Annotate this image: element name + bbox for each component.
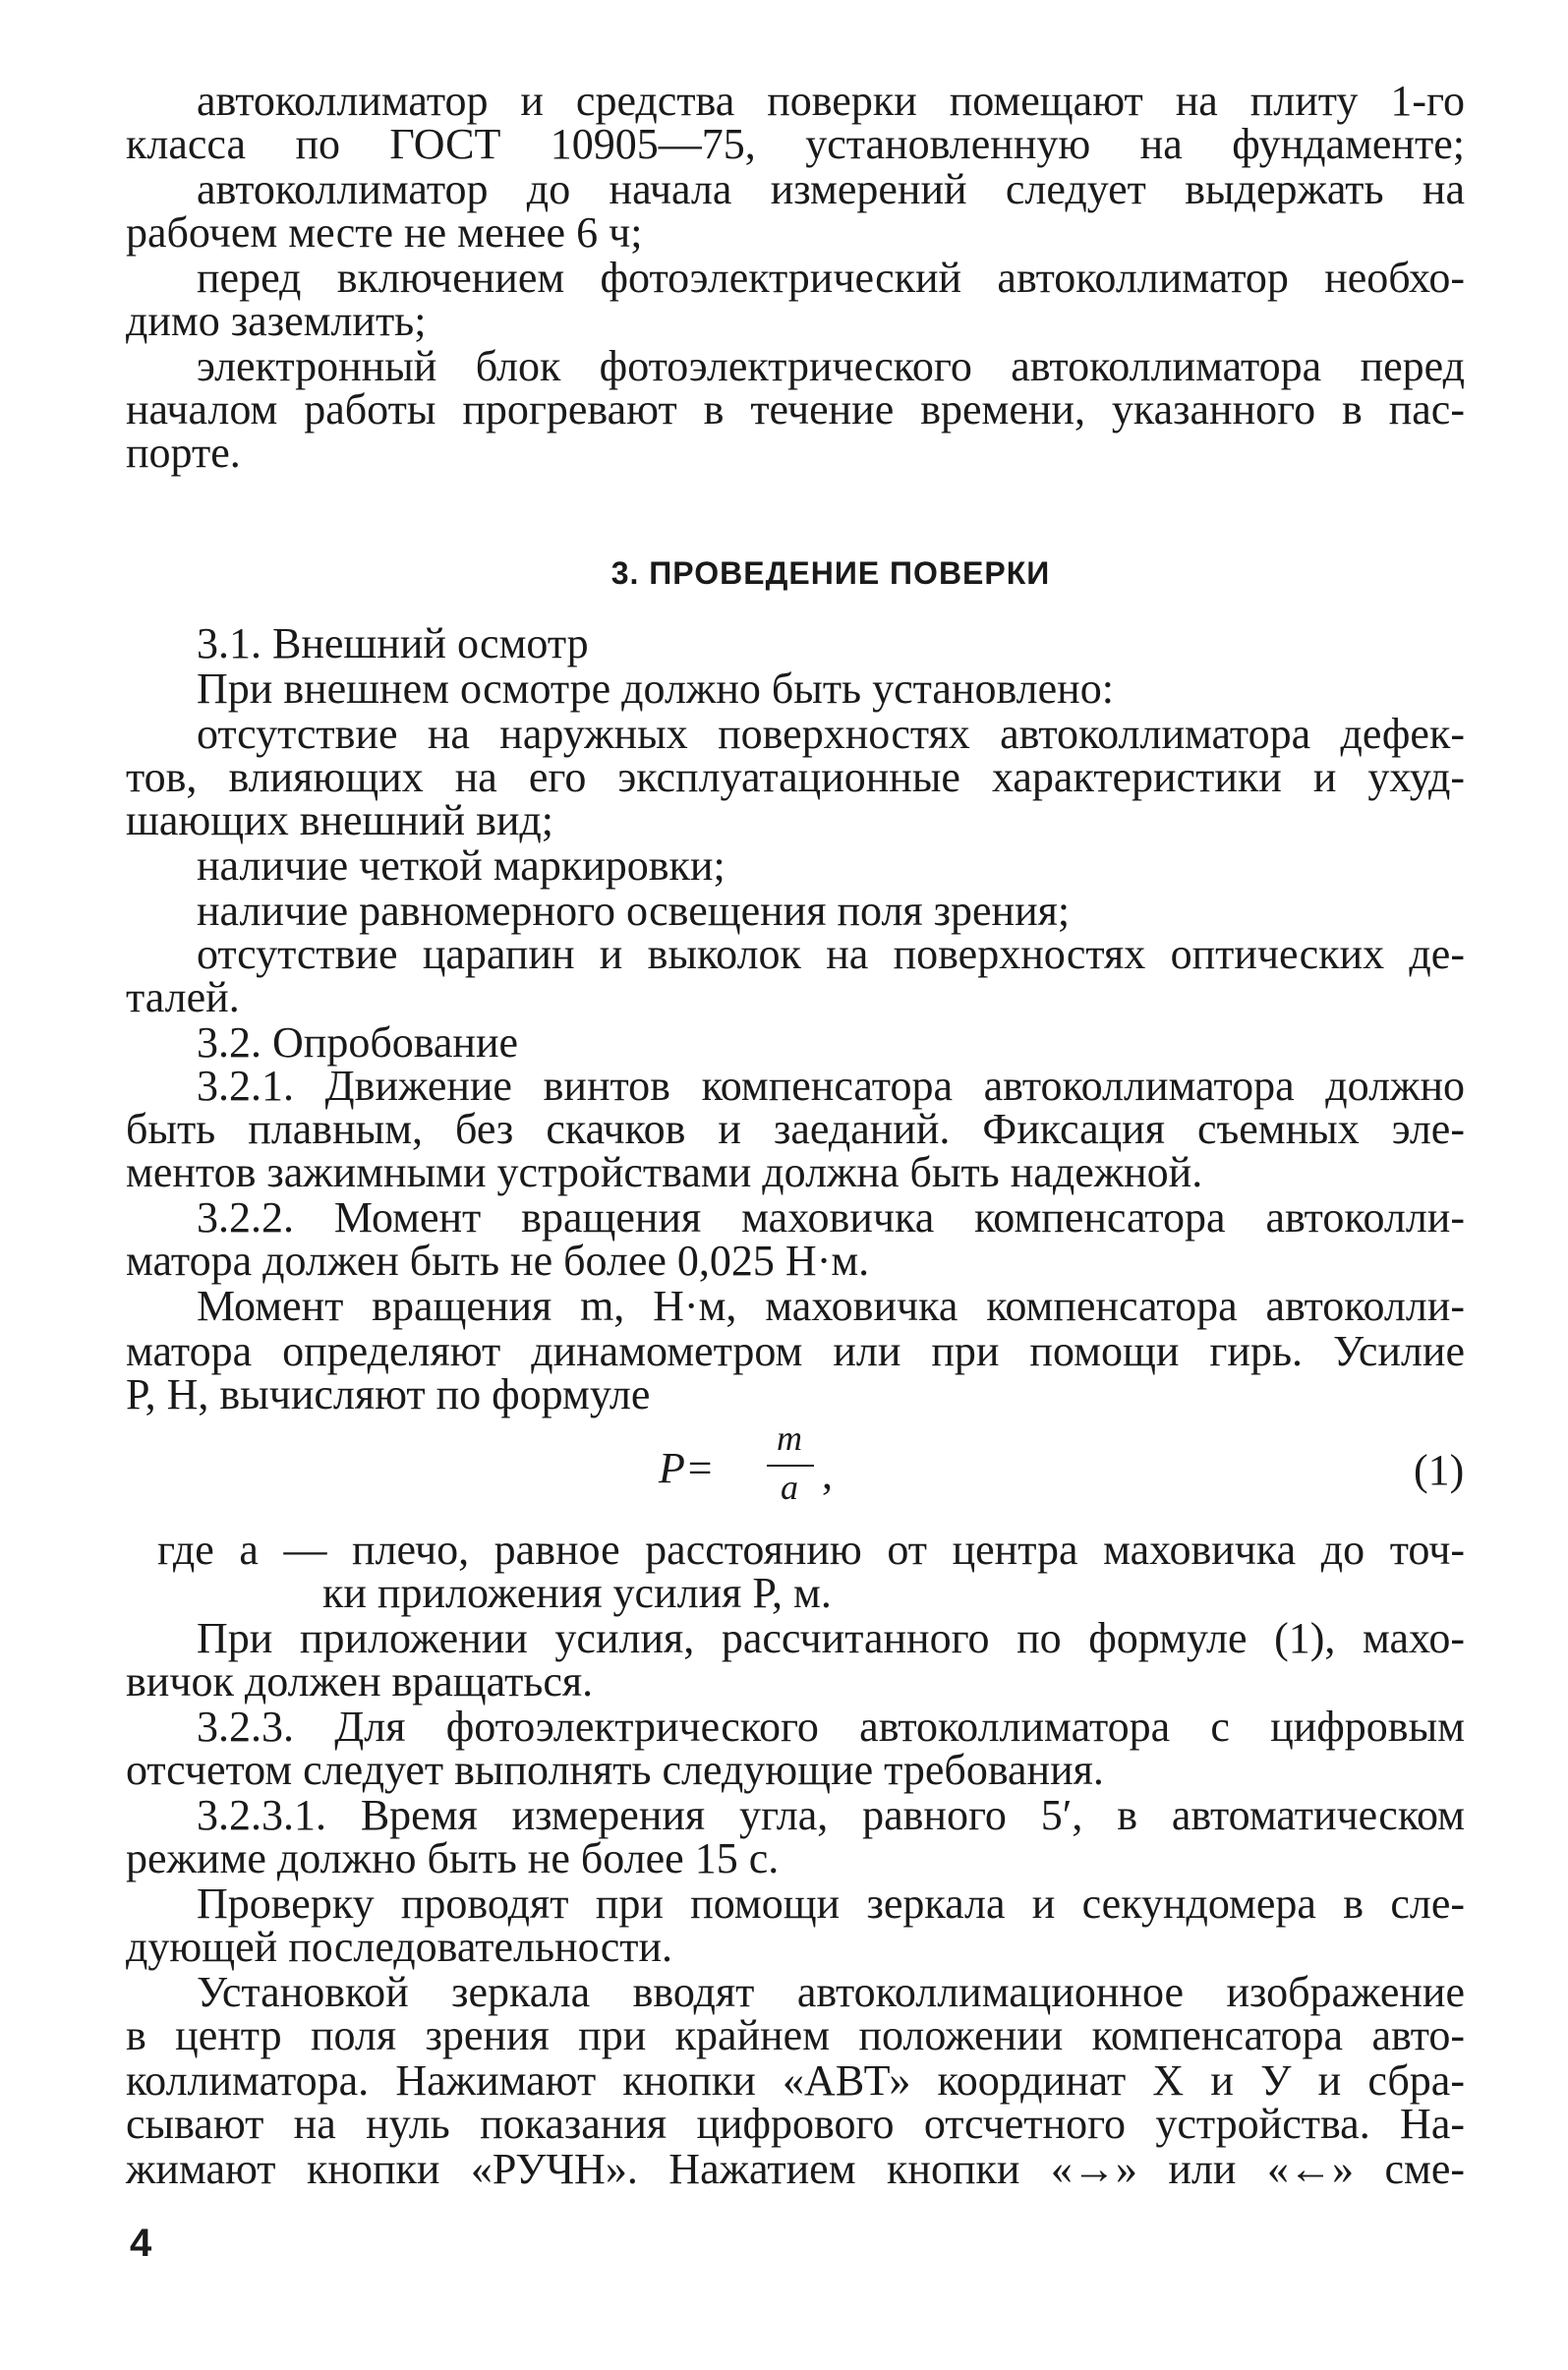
text-line: ки приложения усилия P, м. [322, 1569, 832, 1617]
text-line: Установкой зеркала вводят автоколлимационное изображение [197, 1968, 1465, 2016]
text-line: 3.2.1. Движение винтов компенсатора автоколлиматора должно [197, 1062, 1465, 1110]
formula [659, 1418, 855, 1507]
subsection-title: 3.2. Опробование [197, 1018, 519, 1067]
text-line: вичок должен вращаться. [126, 1657, 594, 1705]
text-line: талей. [126, 973, 240, 1021]
formula-numerator: m [777, 1418, 802, 1458]
text-line: электронный блок фотоэлектрического автоколлиматора перед [197, 342, 1465, 390]
text-line: матора определяют динамометром или при помощи гирь. Усилие [126, 1327, 1465, 1375]
text-line: отсутствие на наружных поверхностях автоколлиматора дефек- [197, 710, 1465, 758]
text-line: При приложении усилия, рассчитанного по формуле (1), махо- [197, 1614, 1465, 1662]
text-line: сывают на нуль показания цифрового отсчетного устройства. На- [126, 2100, 1465, 2148]
text-line: наличие четкой маркировки; [197, 841, 726, 890]
text-line: шающих внешний вид; [126, 796, 554, 844]
text-line: P, Н, вычисляют по формуле [126, 1370, 651, 1418]
text-line: 3.2.3.1. Время измерения угла, равного 5′, в автоматическом [197, 1791, 1465, 1839]
equation-number: (1) [1414, 1446, 1465, 1494]
text-line: Проверку проводят при помощи зеркала и секундомера в сле- [197, 1879, 1465, 1928]
text-line: димо заземлить; [126, 297, 427, 345]
formula-comma: , [822, 1450, 833, 1498]
text-line: автоколлиматор и средства поверки помещают на плиту 1-го [197, 77, 1465, 125]
text-line: При внешнем осмотре должно быть установлено: [197, 665, 1114, 713]
text-line: режиме должно быть не более 15 с. [126, 1834, 780, 1882]
text-line: Момент вращения m, Н·м, маховичка компенсатора автоколли- [197, 1282, 1465, 1330]
text-line: отсутствие царапин и выколок на поверхностях оптических де- [197, 930, 1465, 978]
text-line: 3.2.3. Для фотоэлектрического автоколлиматора с цифровым [197, 1703, 1465, 1751]
text-line: тов, влияющих на его эксплуатационные характеристики и ухуд- [126, 753, 1465, 801]
text-line: 3.2.2. Момент вращения маховичка компенсатора автоколли- [197, 1193, 1465, 1242]
text-line: быть плавным, без скачков и заеданий. Фиксация съемных эле- [126, 1105, 1465, 1153]
subsection-title: 3.1. Внешний осмотр [197, 619, 589, 667]
text-line: наличие равномерного освещения поля зрения; [197, 887, 1071, 935]
formula-denominator: a [781, 1468, 798, 1507]
text-line: автоколлиматор до начала измерений следует выдержать на [197, 165, 1465, 213]
text-line: рабочем месте не менее 6 ч; [126, 208, 643, 257]
text-line: класса по ГОСТ 10905—75, установленную на фундаменте; [126, 120, 1465, 168]
text-line: ментов зажимными устройствами должна быть надежной. [126, 1148, 1203, 1196]
text-line: дующей последовательности. [126, 1923, 672, 1971]
section-heading: 3. ПРОВЕДЕНИЕ ПОВЕРКИ [610, 555, 1051, 591]
formula-lhs: P= [659, 1444, 715, 1492]
text-line: порте. [126, 429, 241, 477]
text-line: матора должен быть не более 0,025 Н·м. [126, 1237, 870, 1285]
text-line: коллиматора. Нажимают кнопки «АВТ» координат X и У и сбра- [126, 2056, 1465, 2105]
page-number: 4 [130, 2222, 152, 2265]
text-line: в центр поля зрения при крайнем положении компенсатора авто- [126, 2011, 1465, 2059]
text-line: отсчетом следует выполнять следующие требования. [126, 1746, 1104, 1794]
text-line: перед включением фотоэлектрический автоколлиматор необхо- [197, 254, 1465, 302]
text-line: жимают кнопки «РУЧН». Нажатием кнопки «→» или «←» сме- [126, 2145, 1465, 2193]
text-line: где a — плечо, равное расстоянию от центра маховичка до точ- [157, 1526, 1465, 1574]
text-line: началом работы прогревают в течение времени, указанного в пас- [126, 385, 1465, 434]
